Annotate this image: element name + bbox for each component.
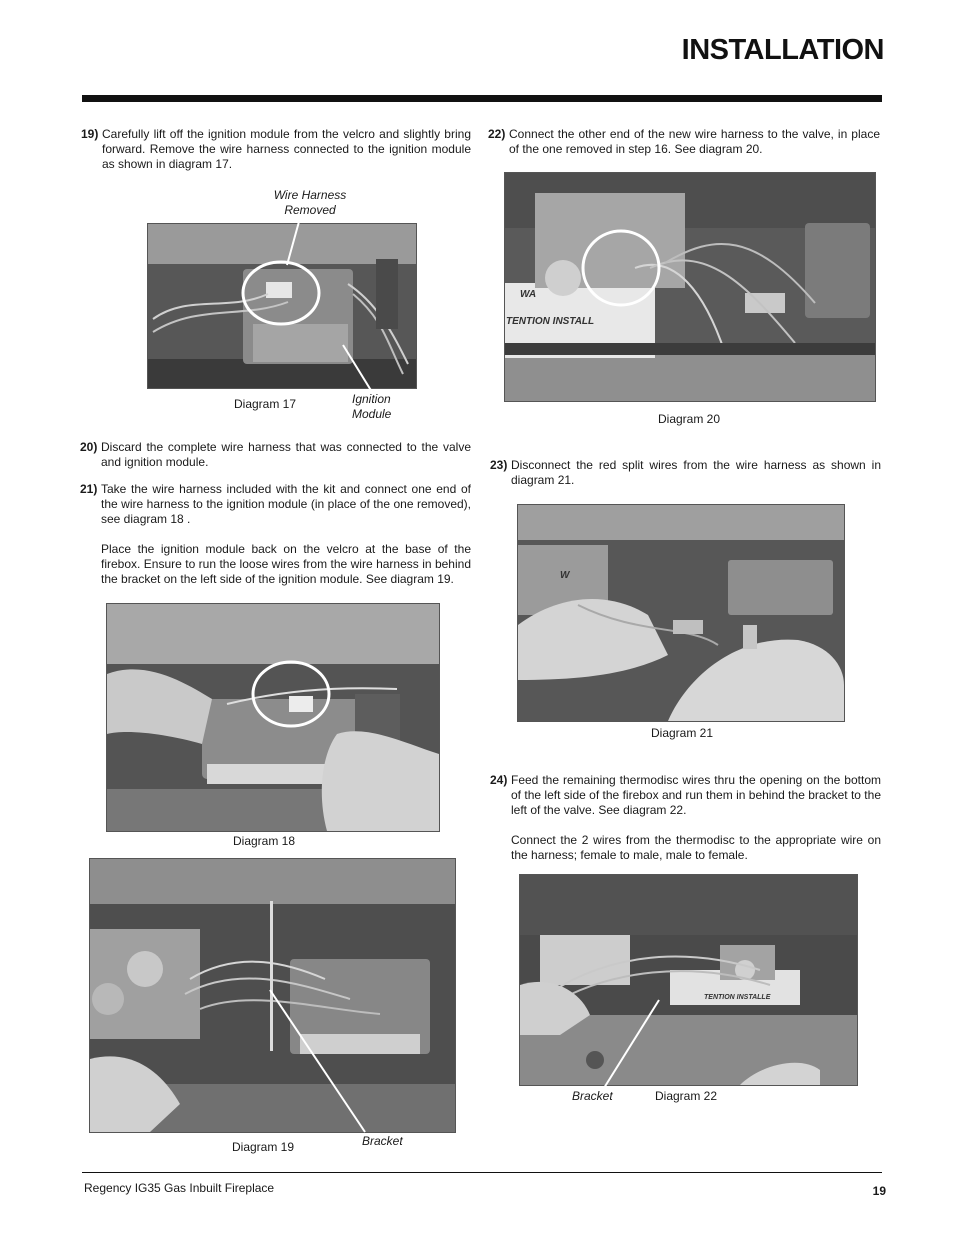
- step-24: [490, 773, 881, 863]
- diagram-19-caption: Diagram 19: [232, 1140, 295, 1154]
- footer-rule: [82, 1172, 882, 1173]
- step-number: 20): [80, 440, 98, 454]
- step-number: 23): [490, 458, 508, 472]
- step-text: Disconnect the red split wires from the wire harness as shown in diagram 21.: [511, 458, 881, 487]
- diagram-19-photo: [89, 858, 456, 1133]
- step-text: Discard the complete wire harness that was connected to the valve and ignition module.: [101, 440, 471, 469]
- callout-wire-harness-removed: Wire Harness Removed: [273, 188, 347, 217]
- diagram-18-photo: [106, 603, 440, 832]
- step-text: Feed the remaining thermodisc wires thru the opening on the bottom of the left side of the firebox and run them in behind the bracket to the left of the valve. See diagram 22.: [511, 773, 881, 817]
- step-number: 19): [81, 127, 99, 141]
- step-22: [488, 127, 880, 157]
- diagram-22-caption: Diagram 22: [655, 1089, 718, 1103]
- step-19: [81, 127, 471, 172]
- step-20: [80, 440, 471, 470]
- diagram-18-caption: Diagram 18: [233, 834, 296, 848]
- callout-ignition-module: Ignition Module: [352, 392, 392, 421]
- step-text: Connect the other end of the new wire harness to the valve, in place of the one removed in step 16. See diagram 20.: [509, 127, 880, 156]
- step-21: [80, 482, 471, 587]
- diagram-20-photo: [504, 172, 876, 402]
- step-text: Carefully lift off the ignition module from the velcro and slightly bring forward. Remove the wire harness connected to the ignition module as shown in diagram 17.: [102, 127, 471, 171]
- page-title: INSTALLATION: [681, 34, 884, 66]
- footer-document-title: Regency IG35 Gas Inbuilt Fireplace: [84, 1181, 275, 1195]
- photo-label-warning-1: WA: [520, 289, 537, 300]
- step-text: Place the ignition module back on the velcro at the base of the firebox. Ensure to run the loose wires from the wire harness in behind the bracket on the left side of the ignition module. See diagram 19.: [101, 542, 471, 586]
- diagram-20-caption: Diagram 20: [658, 412, 721, 426]
- step-23: [490, 458, 881, 488]
- diagram-22-photo: [519, 874, 858, 1086]
- step-number: 22): [488, 127, 506, 141]
- step-number: 21): [80, 482, 98, 496]
- diagram-17-photo: [147, 223, 417, 389]
- step-text: Take the wire harness included with the kit and connect one end of the wire harness to the ignition module (in place of the one removed), see diagram 18 .: [101, 482, 471, 526]
- photo-label-warning-3: TENTION INSTALLE: [704, 994, 771, 1001]
- diagram-21-caption: Diagram 21: [651, 726, 714, 740]
- diagram-21-photo: [517, 504, 845, 722]
- diagram-17-caption: Diagram 17: [234, 397, 297, 411]
- step-number: 24): [490, 773, 508, 787]
- photo-label-warning-4: W: [560, 570, 570, 581]
- callout-bracket-19: Bracket: [362, 1134, 403, 1148]
- callout-bracket-22: Bracket: [572, 1089, 613, 1103]
- header-rule: [82, 95, 882, 102]
- photo-label-warning-2: TENTION INSTALL: [506, 316, 595, 327]
- page-number: 19: [872, 1184, 886, 1198]
- step-text: Connect the 2 wires from the thermodisc to the appropriate wire on the harness; female to male, male to female.: [511, 833, 881, 862]
